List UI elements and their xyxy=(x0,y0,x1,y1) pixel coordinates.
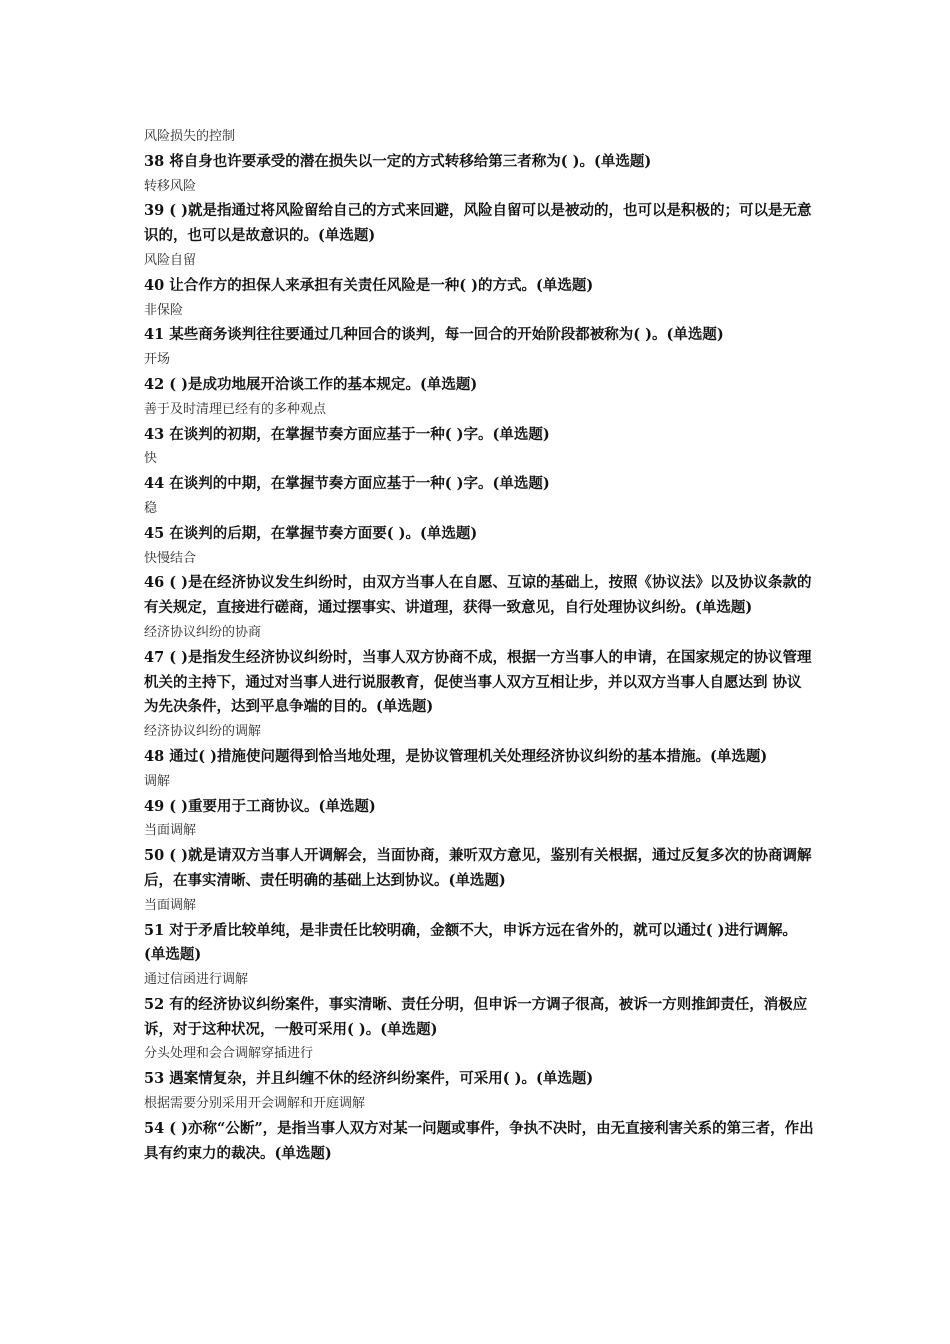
answer-line: 当面调解 xyxy=(144,823,197,839)
question-text: 52 有的经济协议纠纷案件，事实清晰、责任分明，但申诉一方调子很高，被诉一方则推卸责任，消极应诉，对于这种状况，一般可采用( )。(单选题) xyxy=(144,995,808,1038)
question-text: 39 ( )就是指通过将风险留给自己的方式来回避，风险自留可以是被动的，也可以是积极的；可以是无意识的，也可以是故意识的。(单选题) xyxy=(144,202,812,245)
answer-line: 快慢结合 xyxy=(144,550,197,566)
answer-line: 转移风险 xyxy=(144,178,197,194)
answer-line: 稳 xyxy=(144,500,158,516)
question-text: 46 ( )是在经济协议发生纠纷时，由双方当事人在自愿、互谅的基础上，按照《协议法》以及协议条款的有关规定，直接进行磋商，通过摆事实、讲道理，获得一致意见，自行处理协议纠纷。(单选题) xyxy=(144,574,812,617)
question-text: 53 遇案情复杂，并且纠缠不休的经济纠纷案件，可采用( )。(单选题) xyxy=(144,1070,594,1088)
question-text: 45 在谈判的后期，在掌握节奏方面要( )。(单选题) xyxy=(144,524,478,542)
answer-line: 非保险 xyxy=(144,302,184,318)
question-text: 48 通过( )措施使问题得到恰当地处理，是协议管理机关处理经济协议纠纷的基本措施。(单选题) xyxy=(144,747,768,765)
question-text: 43 在谈判的初期，在掌握节奏方面应基于一种( )字。(单选题) xyxy=(144,425,550,443)
question-text: 42 ( )是成功地展开洽谈工作的基本规定。(单选题) xyxy=(144,375,478,393)
answer-line: 通过信函进行调解 xyxy=(144,972,249,988)
question-text: 40 让合作方的担保人来承担有关责任风险是一种( )的方式。(单选题) xyxy=(144,276,594,294)
question-text: 49 ( )重要用于工商协议。(单选题) xyxy=(144,797,376,815)
answer-line: 风险自留 xyxy=(144,252,197,268)
question-text: 47 ( )是指发生经济协议纠纷时，当事人双方协商不成，根据一方当事人的申请，在国家规定的协议管理机关的主持下，通过对当事人进行说服教育，促使当事人双方互相让步，并以双方当事人自愿达到 协议为先决条件，达到平息争端的目的。(单选题) xyxy=(144,648,812,716)
answer-line: 调解 xyxy=(144,773,171,789)
question-text: 51 对于矛盾比较单纯，是非责任比较明确，金额不大，申诉方远在省外的，就可以通过( )进行调解。(单选题) xyxy=(144,921,797,964)
answer-line: 风险损失的控制 xyxy=(144,129,236,144)
document-body xyxy=(144,125,816,1166)
answer-line: 开场 xyxy=(144,352,171,368)
answer-line: 分头处理和会合调解穿插进行 xyxy=(144,1046,314,1062)
answer-line: 善于及时清理已经有的多种观点 xyxy=(144,401,327,417)
answer-line: 经济协议纠纷的调解 xyxy=(144,724,262,740)
answer-line: 根据需要分别采用开会调解和开庭调解 xyxy=(144,1096,366,1112)
question-text: 44 在谈判的中期，在掌握节奏方面应基于一种( )字。(单选题) xyxy=(144,475,550,493)
question-text: 38 将自身也许要承受的潜在损失以一定的方式转移给第三者称为( )。(单选题) xyxy=(144,152,652,170)
question-text: 41 某些商务谈判往往要通过几种回合的谈判，每一回合的开始阶段都被称为( )。(单选题) xyxy=(144,326,724,344)
answer-line: 快 xyxy=(144,451,158,467)
question-text: 50 ( )就是请双方当事人开调解会，当面协商，兼听双方意见，鉴别有关根据，通过反复多次的协商调解后，在事实清晰、责任明确的基础上达到协议。(单选题) xyxy=(144,847,812,889)
answer-line: 当面调解 xyxy=(144,897,197,913)
answer-line: 经济协议纠纷的协商 xyxy=(144,624,262,640)
question-text: 54 ( )亦称“公断”，是指当事人双方对某一问题或事件，争执不决时，由无直接利害关系的第三者，作出具有约束力的裁决。(单选题) xyxy=(144,1119,814,1162)
